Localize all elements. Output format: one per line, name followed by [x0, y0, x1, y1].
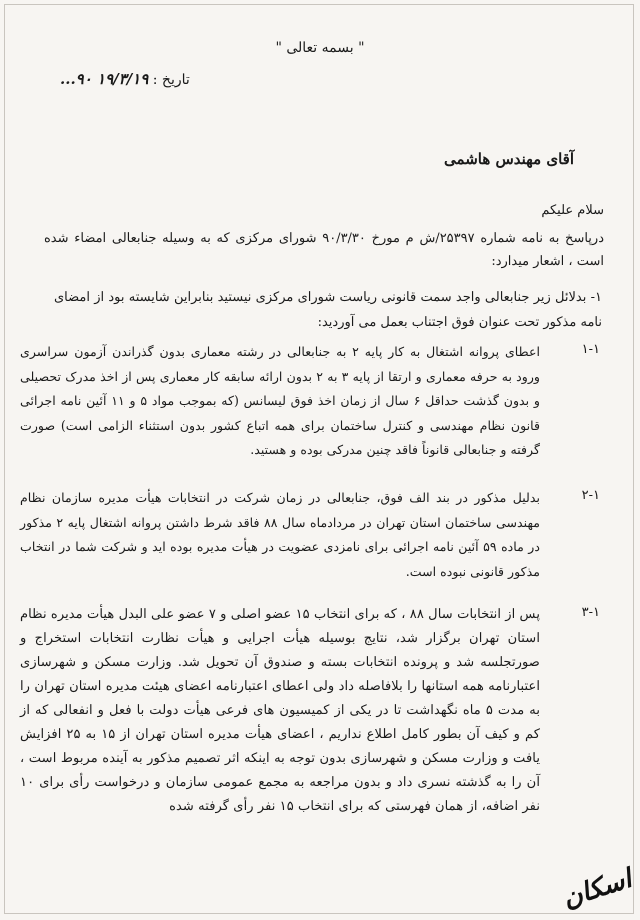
invocation-heading: " بسمه تعالی ": [275, 40, 365, 56]
subitem-1-3-number: ۳-۱: [581, 605, 600, 620]
date-label: تاریخ :: [152, 72, 190, 88]
item-1-number: ۱-: [590, 290, 602, 305]
item-1-text: بدلائل زیر جنابعالی واجد سمت قانونی ریاست شورای مرکزی نیستید بنابراین شایسته بود از امضای نامه مذکور تحت عنوان فوق اجتناب بعمل می آوردید:: [54, 290, 602, 330]
recipient-title: آقای مهندس هاشمی: [444, 150, 574, 168]
subitem-1-3-text: پس از انتخابات سال ۸۸ ، که برای انتخاب ۱۵ عضو اصلی و ۷ عضو علی البدل هیأت مدیره نظام استان تهران برگزار شد، نتایج بوسیله هیأت اجرایی و هیأت نظارت انتخابات استخراج و صورتجلسه شد و پرونده انتخابات بسته و صندوق آن تحویل شد. وزارت مسکن و شهرسازی اعتبارنامه همه استانها را بلافاصله داد ولی اعطای اعتبارنامه اعضای هیئت مدیره استان تهران را به مدت ۵ ماه نگهداشت تا در یکی از کمیسیون های فرعی هیأت دولت با فعل و انفعالی که از کم و کیف آن بطور کامل اطلاع نداریم ، اعضای هیأت مدیره استان تهران از ۱۵ به ۲۵ افزایش یافت و وزارت مسکن و شهرسازی بدون توجه به اینکه اثر تصمیم مذکور به آینده مربوط است ، آن را به گذشته نسری داد و بدون مراجعه به مجمع عمومی سازمان و درخواست رأی برای ۱۰ نفر اضافه، از همان فهرستی که برای انتخاب ۱۵ نفر رأی گرفته شده: [20, 607, 541, 814]
subitem-1-2-text: بدلیل مذکور در بند الف فوق، جنابعالی در زمان شرکت در انتخابات هیأت مدیره سازمان نظام مهندسی ساختمان استان تهران در مردادماه سال ۸۸ فاقد شرط داشتن پروانه اشتغال پایه ۲ مذکور در ماده ۵۹ آئین نامه اجرائی برای نامزدی عضویت در هیأت مدیره بوده اید و شرکت شما در انتخاب مذکور قانونی نبوده است.: [20, 490, 540, 579]
greeting: سلام علیکم: [541, 203, 604, 218]
subitem-1-1-number: ۱-۱: [581, 342, 600, 357]
intro-paragraph: درپاسخ به نامه شماره ۲۵۳۹۷/ش م مورخ ۹۰/۳/۳۰ شورای مرکزی که به وسیله جنابعالی امضاء شده است ، اشعار میدارد:: [44, 231, 604, 269]
subitem-1-1-text: اعطای پروانه اشتغال به کار پایه ۲ به جنابعالی در رشته معماری بدون گذراندن آزمون سراسری ورود به حرفه معماری و ارتقا از پایه ۳ به ۲ بدون ارائه سابقه کار معماری پس از اخذ مدرک تحصیلی و بدون گذشت حداقل ۶ سال از زمان اخذ فوق لیسانس (که بموجب مواد ۵ و ۱۱ آئین نامه اجرائی قانون نظام مهندسی و کنترل ساختمان برای همه اتباع کشور بدون استثناء الزامی است) صورت گرفته و جنابعالی قانوناً فاقد چنین مدرکی بوده و هستید.: [20, 344, 540, 457]
logo-watermark: اسکان: [558, 863, 635, 915]
date-line: [60, 70, 190, 88]
subitem-1-2-number: ۲-۱: [581, 488, 600, 503]
item-1: [54, 286, 602, 335]
date-value: ۱۹/۳/۱۹ ۹۰...: [60, 70, 149, 88]
